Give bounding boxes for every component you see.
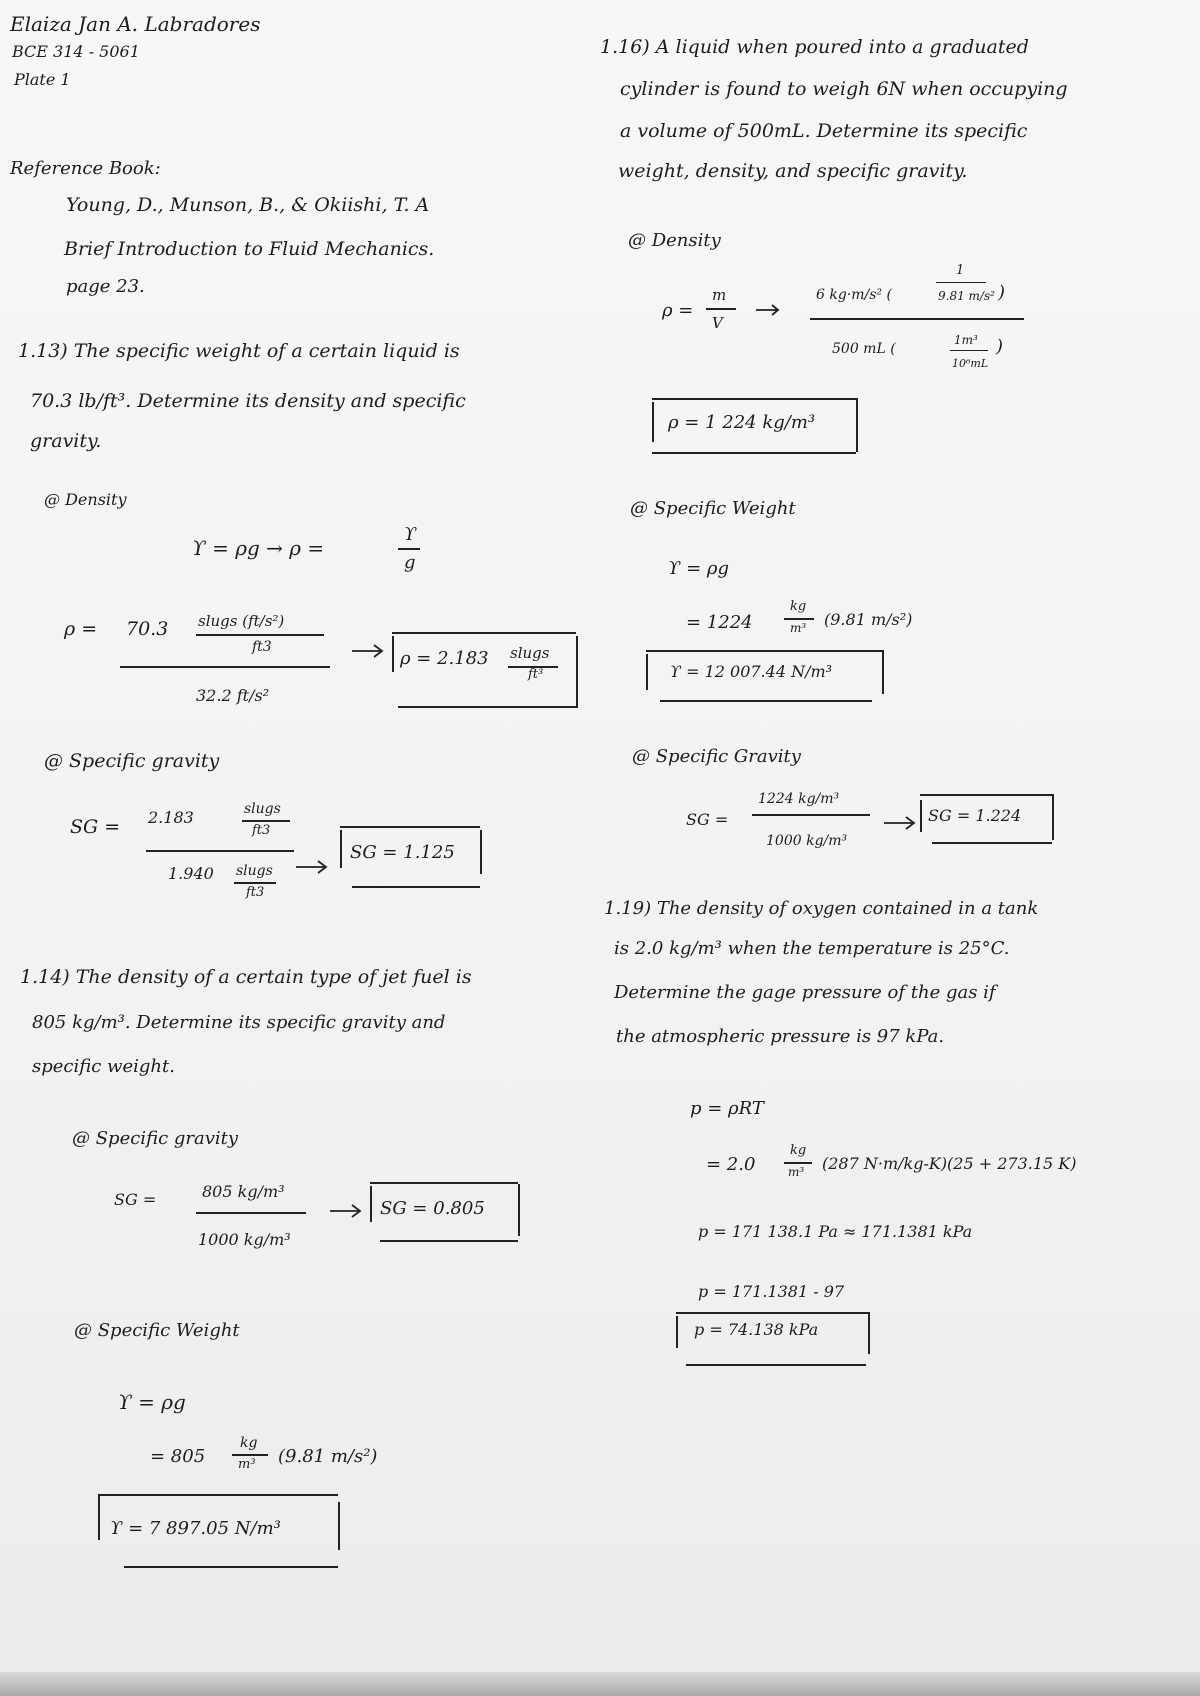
p113-sg-heading: @ Specific gravity	[44, 750, 220, 772]
box-top	[676, 1312, 870, 1314]
p119-result: p = 74.138 kPa	[694, 1320, 819, 1339]
box-bottom	[398, 706, 578, 708]
main-fraction-bar	[810, 318, 1024, 320]
p113-density-formula: ϒ = ρg → ρ =	[192, 536, 325, 560]
p113-sg-num-unit: slugs	[244, 801, 281, 817]
box-top	[920, 794, 1054, 796]
problem-1-14-line2: 805 kg/m³. Determine its specific gravity and	[32, 1012, 446, 1033]
p116-den-frac-bot: 10⁶mL	[952, 357, 989, 370]
p113-num-units: slugs (ft/s²)	[198, 612, 285, 630]
p116-sw-unit-den: m³	[790, 621, 807, 635]
p116-den-left: 500 mL (	[832, 341, 896, 357]
p113-num-units-den: ft3	[252, 639, 272, 655]
p114-sw-unit-num: kg	[240, 1435, 258, 1451]
p113-result-unit-den: ft³	[528, 667, 544, 682]
box-bottom	[932, 842, 1052, 844]
p113-sg-den-unit: slugs	[236, 863, 273, 879]
box-bottom	[352, 886, 480, 888]
box-top	[370, 1182, 518, 1184]
p116-num-right: )	[998, 282, 1006, 303]
box-bottom	[652, 452, 856, 454]
fraction-bar	[196, 1212, 306, 1214]
p113-sg-den-value: 1.940	[168, 864, 214, 883]
arrow-right-icon	[884, 816, 918, 830]
problem-1-16-line3: a volume of 500mL. Determine its specific	[620, 120, 1028, 142]
box-right	[576, 636, 578, 706]
p113-result-unit-num: slugs	[510, 644, 550, 662]
box-top	[652, 398, 858, 400]
box-bottom	[660, 700, 872, 702]
arrow-right-icon	[756, 304, 782, 316]
box-bottom	[380, 1240, 518, 1242]
p116-rho-num: m	[712, 286, 727, 304]
p114-sw-unit-den: m³	[238, 1457, 256, 1472]
problem-1-19-line3: Determine the gage pressure of the gas if	[614, 982, 996, 1003]
box-top	[340, 826, 480, 828]
problem-1-19-line4: the atmospheric pressure is 97 kPa.	[616, 1026, 945, 1047]
problem-1-13-line3: gravity.	[30, 430, 102, 452]
box-left	[370, 1186, 372, 1222]
box-right	[480, 830, 482, 874]
box-top	[646, 650, 884, 652]
p116-sw-result: ϒ = 12 007.44 N/m³	[670, 662, 833, 681]
p114-sw-result: ϒ = 7 897.05 N/m³	[110, 1518, 281, 1539]
p114-sw-formula: ϒ = ρg	[118, 1390, 186, 1414]
fraction-bar	[752, 814, 870, 816]
p113-density-result: ρ = 2.183	[400, 648, 489, 669]
student-name: Elaiza Jan A. Labradores	[10, 12, 261, 36]
p114-sw-suffix: (9.81 m/s²)	[278, 1446, 378, 1467]
p113-rho-label: ρ =	[64, 618, 98, 640]
p116-num-frac-bot: 9.81 m/s²	[938, 289, 995, 303]
problem-1-16-line2: cylinder is found to weigh 6N when occupying	[620, 78, 1068, 100]
box-right	[868, 1314, 870, 1354]
p116-rho-label: ρ =	[662, 300, 694, 321]
fraction-bar	[242, 820, 290, 822]
p114-sg-heading: @ Specific gravity	[72, 1128, 239, 1149]
reference-page: page 23.	[66, 276, 145, 297]
p119-eq2-unit-num: kg	[790, 1143, 807, 1158]
reference-authors: Young, D., Munson, B., & Okiishi, T. A	[66, 194, 430, 216]
plate-label: Plate 1	[14, 70, 71, 89]
box-left	[652, 402, 654, 442]
p113-sg-result: SG = 1.125	[350, 842, 455, 863]
fraction-bar	[398, 548, 420, 550]
p114-sw-heading: @ Specific Weight	[74, 1320, 240, 1341]
box-right	[882, 652, 884, 694]
problem-1-19-line2: is 2.0 kg/m³ when the temperature is 25°C.	[614, 938, 1010, 959]
problem-1-13-line1: 1.13) The specific weight of a certain liquid is	[18, 340, 460, 362]
arrow-right-icon	[296, 860, 330, 874]
p119-eq4: p = 171.1381 - 97	[698, 1282, 845, 1301]
fraction-bar	[950, 350, 988, 351]
p113-sg-num-value: 2.183	[148, 808, 194, 827]
p116-sg-label: SG =	[686, 810, 729, 829]
p113-density-heading: @ Density	[44, 490, 127, 509]
p116-sw-step: = 1224	[686, 612, 753, 633]
box-bottom	[124, 1566, 338, 1568]
problem-1-13-line2: 70.3 lb/ft³. Determine its density and specific	[30, 390, 466, 412]
box-left	[98, 1496, 100, 1540]
p113-den: 32.2 ft/s²	[196, 686, 270, 705]
fraction-bar	[234, 882, 276, 884]
p116-sg-result: SG = 1.224	[928, 806, 1022, 825]
p119-eq2-suffix: (287 N·m/kg-K)(25 + 273.15 K)	[822, 1154, 1077, 1173]
p119-eq1: p = ρRT	[690, 1098, 764, 1119]
problem-1-14-line1: 1.14) The density of a certain type of jet fuel is	[20, 966, 472, 988]
p116-den-right: )	[996, 336, 1004, 357]
arrow-right-icon	[352, 644, 386, 658]
box-left-edge	[392, 636, 394, 672]
problem-1-19-line1: 1.19) The density of oxygen contained in a tank	[604, 898, 1039, 919]
box-left	[676, 1316, 678, 1348]
p113-formula-num: ϒ	[404, 524, 417, 545]
box-right	[856, 400, 858, 452]
fraction-bar	[784, 618, 814, 620]
p116-sw-heading: @ Specific Weight	[630, 498, 796, 519]
p114-sg-den: 1000 kg/m³	[198, 1230, 291, 1249]
p116-sw-suffix: (9.81 m/s²)	[824, 610, 913, 629]
p119-eq3: p = 171 138.1 Pa ≈ 171.1381 kPa	[698, 1222, 973, 1241]
box-left	[340, 830, 342, 868]
p116-sg-heading: @ Specific Gravity	[632, 746, 801, 767]
box-bottom	[686, 1364, 866, 1366]
fraction-bar	[706, 308, 736, 310]
box-top	[392, 632, 576, 634]
p114-sw-step: = 805	[150, 1446, 206, 1467]
box-right	[518, 1184, 520, 1236]
reference-label: Reference Book:	[10, 158, 161, 179]
p113-sg-num-unit-den: ft3	[252, 823, 271, 838]
p113-num-value: 70.3	[126, 618, 169, 640]
p116-num-frac-top: 1	[956, 263, 965, 278]
arrow-right-icon	[330, 1204, 364, 1218]
problem-1-16-line4: weight, density, and specific gravity.	[618, 160, 968, 182]
p116-den-frac-top: 1m³	[954, 333, 978, 347]
p114-sg-label: SG =	[114, 1190, 157, 1209]
p113-sg-label: SG =	[70, 816, 121, 838]
main-fraction-bar	[146, 850, 294, 852]
p114-sg-num: 805 kg/m³	[202, 1182, 285, 1201]
fraction-bar	[232, 1454, 268, 1456]
course-code: BCE 314 - 5061	[12, 42, 140, 61]
p116-sw-formula: ϒ = ρg	[668, 558, 729, 579]
paper-bottom-edge	[0, 1672, 1200, 1696]
p116-sg-num: 1224 kg/m³	[758, 791, 840, 807]
p119-eq2-unit-den: m³	[788, 1165, 805, 1179]
p116-num-left: 6 kg·m/s² (	[816, 287, 892, 303]
p116-density-result: ρ = 1 224 kg/m³	[668, 412, 816, 433]
p119-eq2-prefix: = 2.0	[706, 1154, 756, 1175]
box-right	[1052, 794, 1054, 840]
box-right	[338, 1502, 340, 1550]
p113-formula-den: g	[404, 552, 416, 573]
p116-rho-den: V	[712, 314, 723, 332]
p116-density-heading: @ Density	[628, 230, 721, 251]
p116-sw-unit-num: kg	[790, 599, 807, 614]
fraction-bar	[936, 282, 986, 283]
main-fraction-bar	[120, 666, 330, 668]
p116-sg-den: 1000 kg/m³	[766, 833, 848, 849]
box-left	[920, 800, 922, 832]
reference-title: Brief Introduction to Fluid Mechanics.	[64, 238, 435, 260]
box-left	[646, 654, 648, 690]
problem-1-16-line1: 1.16) A liquid when poured into a graduated	[600, 36, 1029, 58]
p114-sg-result: SG = 0.805	[380, 1198, 485, 1219]
fraction-bar	[196, 634, 324, 636]
problem-1-14-line3: specific weight.	[32, 1056, 175, 1077]
fraction-bar	[784, 1162, 812, 1164]
p113-sg-den-unit-den: ft3	[246, 885, 265, 900]
box-top	[98, 1494, 338, 1496]
